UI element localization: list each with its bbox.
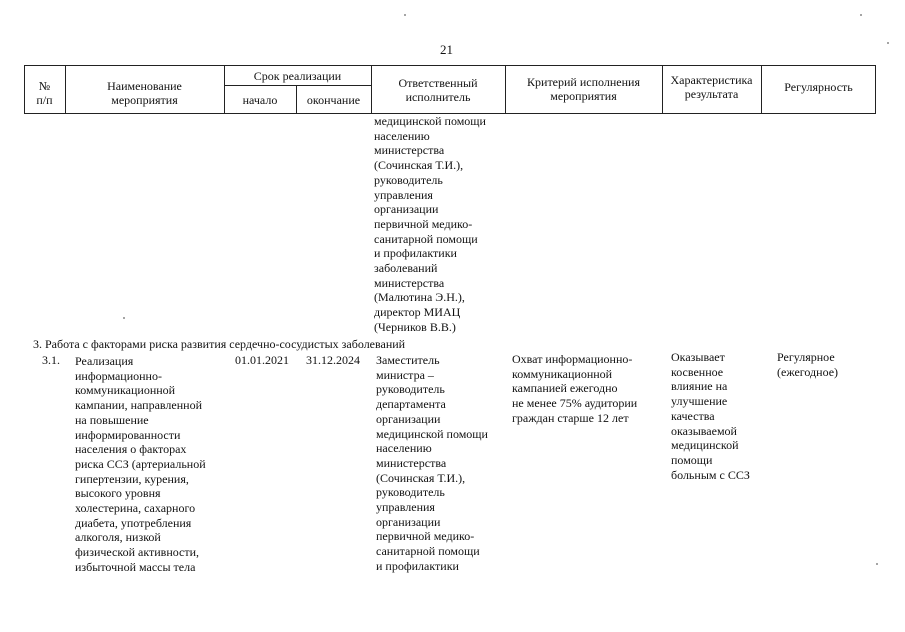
page-number: 21 (440, 42, 453, 57)
continuation-responsible: медицинской помощи населению министерства (Сочинская Т.И.), руководитель управления организации первичной медико- санитарной помощи и профилактики заболеваний министерства (Малютина Э.Н.), директор МИАЦ (Черников В.В.) (374, 114, 486, 334)
scan-speck (876, 563, 878, 565)
col-header-period: Срок реализации (253, 69, 342, 83)
col-header-criterion: Критерий исполнения мероприятия (527, 75, 640, 103)
scan-speck (404, 14, 406, 16)
table-header (24, 65, 876, 114)
col-header-regularity: Регулярность (784, 80, 853, 94)
row-regularity: Регулярное (ежегодное) (777, 350, 839, 379)
row-end: 31.12.2024 (306, 353, 360, 367)
scan-speck (860, 14, 862, 16)
col-header-start: начало (242, 93, 278, 107)
row-criterion: Охват информационно- коммуникационной кампанией ежегодно не менее 75% аудитории граждан старше 12 лет (512, 352, 638, 425)
row-name: Реализация информационно- коммуникационной кампании, направленной на повышение информированности населения о факторах риска ССЗ (артериальной гипертензии, курения, высокого уровня холестерина, сахарного диабета, употребления алкоголя, низкой физической активности, избыточной массы тела (75, 354, 206, 574)
col-header-end: окончание (306, 93, 361, 107)
scan-speck (887, 42, 889, 44)
col-header-result: Характеристика результата (670, 73, 753, 101)
period-divider (224, 85, 371, 86)
col-header-num: № п/п (36, 79, 53, 107)
row-responsible: Заместитель министра – руководитель департамента организации медицинской помощи населению министерства (Сочинская Т.И.), руководитель управления организации первичной медико- санитарной помощи и профилактики (376, 353, 488, 573)
row-result: Оказывает косвенное влияние на улучшение качества оказываемой медицинской помощи больным с ССЗ (671, 350, 750, 482)
col-header-name: Наименование мероприятия (107, 79, 182, 107)
row-num: 3.1. (42, 353, 60, 367)
header-top-border (24, 65, 876, 66)
col-header-responsible: Ответственный исполнитель (398, 76, 478, 104)
row-start: 01.01.2021 (235, 353, 289, 367)
scan-speck (123, 317, 125, 319)
section-title: 3. Работа с факторами риска развития сердечно-сосудистых заболеваний (33, 337, 406, 351)
